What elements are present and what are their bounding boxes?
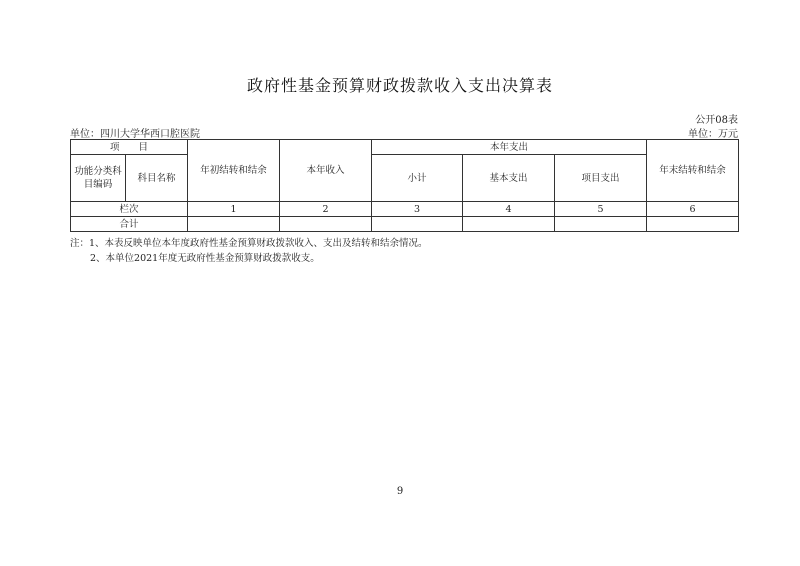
header-current-expense: 本年支出 <box>372 140 647 155</box>
header-subtotal: 小计 <box>372 155 463 202</box>
header-item: 项 目 <box>71 140 188 155</box>
total-cell <box>555 217 647 232</box>
page-title: 政府性基金预算财政拨款收入支出决算表 <box>246 76 553 95</box>
total-cell <box>463 217 555 232</box>
header-begin-balance: 年初结转和结余 <box>188 140 280 202</box>
column-number-cell: 5 <box>555 202 647 217</box>
total-cell <box>372 217 463 232</box>
header-project-expense: 项目支出 <box>555 155 647 202</box>
form-number: 公开08表 <box>695 115 738 126</box>
total-label: 合计 <box>71 217 188 232</box>
total-cell <box>188 217 280 232</box>
column-number-label: 栏次 <box>71 202 188 217</box>
header-subject-name: 科目名称 <box>126 155 188 202</box>
note-line-1: 注：1、本表反映单位本年度政府性基金预算财政拨款收入、支出及结转和结余情况。 <box>70 238 428 249</box>
header-row-2 <box>71 155 739 202</box>
total-cell <box>280 217 372 232</box>
column-number-cell: 4 <box>463 202 555 217</box>
note-line-2: 2、本单位2021年度无政府性基金预算财政拨款收支。 <box>90 253 320 264</box>
column-number-cell: 2 <box>280 202 372 217</box>
column-number-cell: 1 <box>188 202 280 217</box>
column-number-row <box>71 202 739 217</box>
header-row-1 <box>71 140 739 155</box>
notes <box>70 236 428 266</box>
page-number: 9 <box>396 486 404 497</box>
currency-unit: 单位：万元 <box>688 129 738 140</box>
header-end-balance: 年末结转和结余 <box>647 140 739 202</box>
column-number-cell: 3 <box>372 202 463 217</box>
report-table <box>70 139 739 232</box>
header-func-code: 功能分类科目编码 <box>71 155 126 202</box>
header-current-income: 本年收入 <box>280 140 372 202</box>
organization-unit: 单位：四川大学华西口腔医院 <box>70 129 200 140</box>
total-row <box>71 217 739 232</box>
header-basic-expense: 基本支出 <box>463 155 555 202</box>
column-number-cell: 6 <box>647 202 739 217</box>
total-cell <box>647 217 739 232</box>
